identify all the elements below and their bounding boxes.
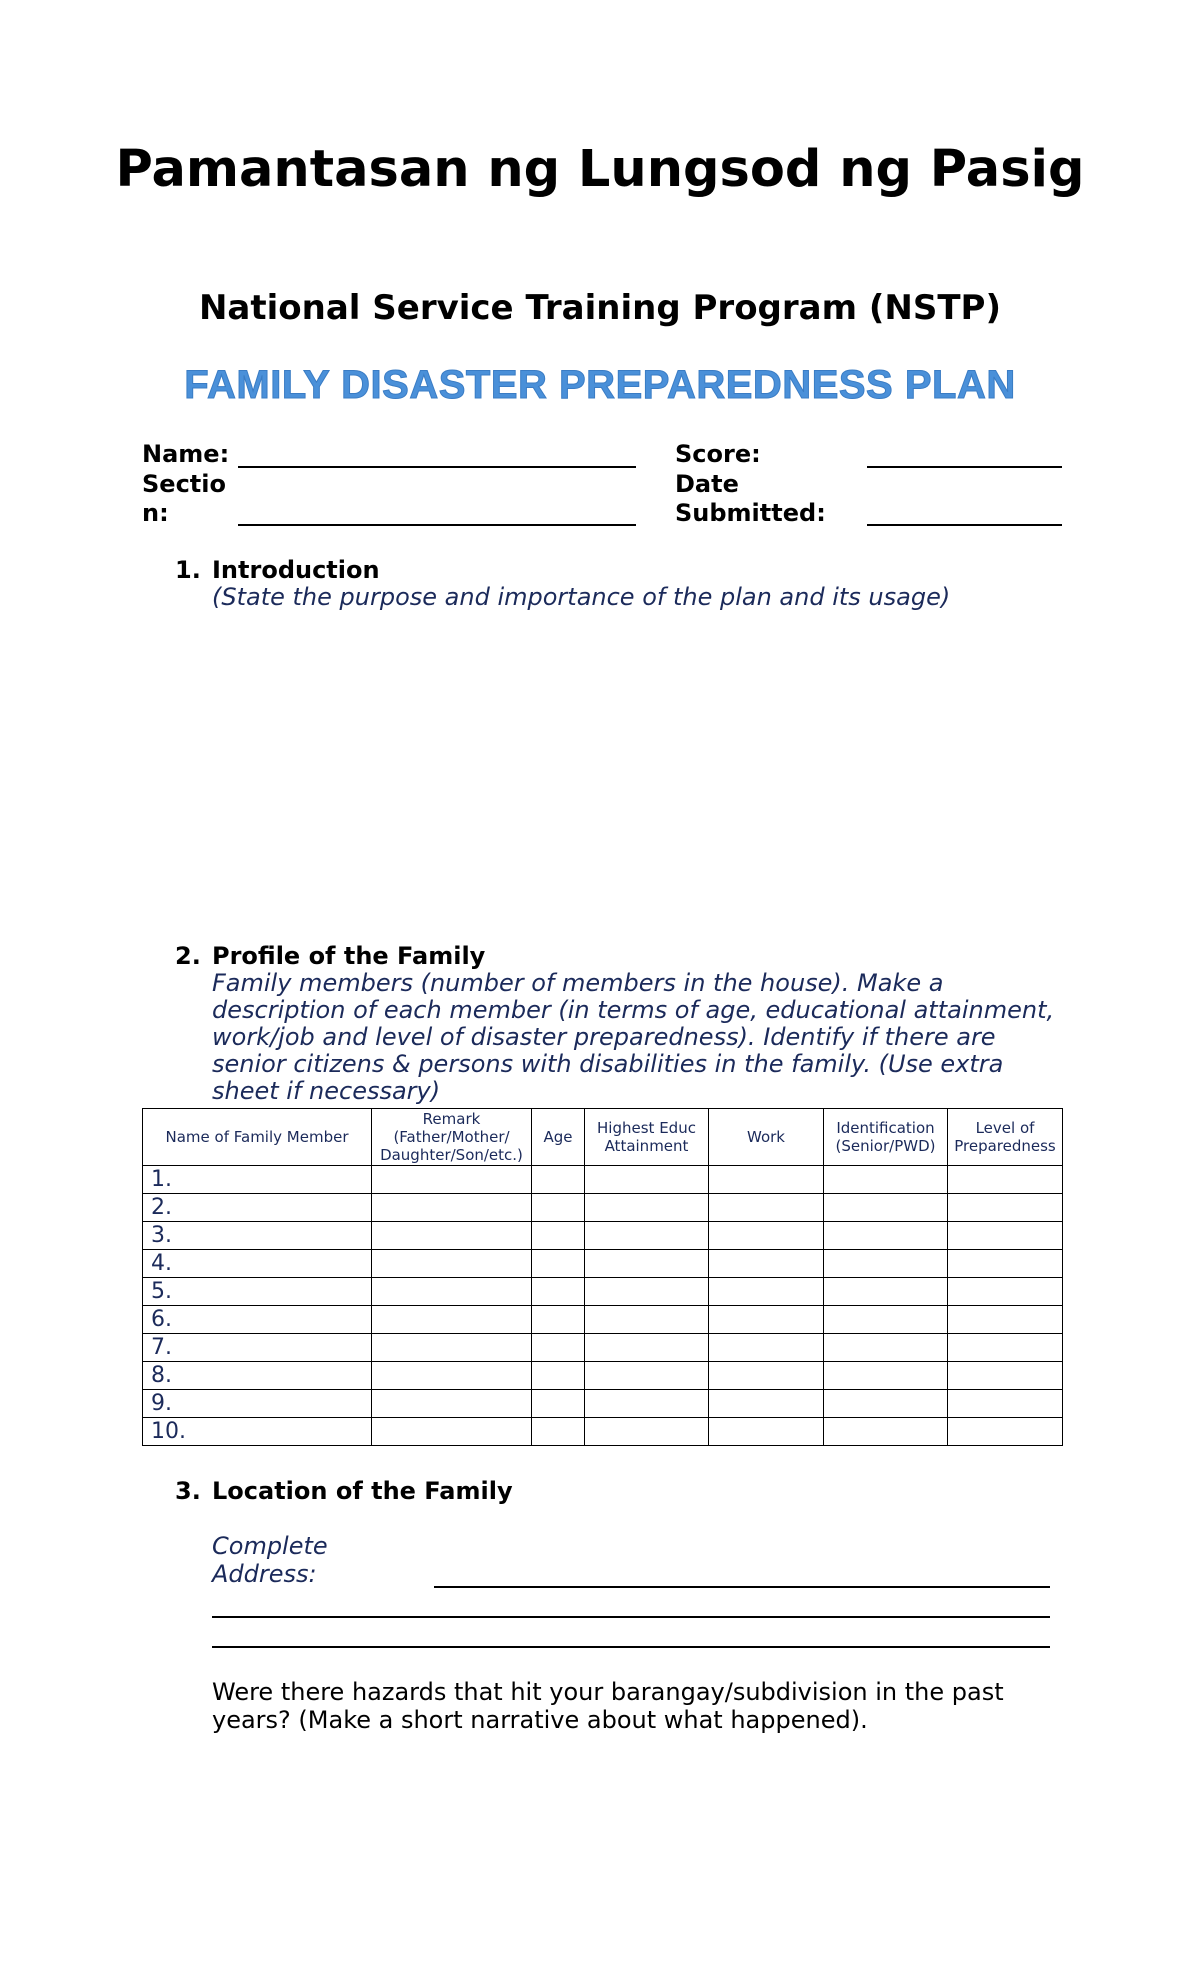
row-number[interactable]: 6. [143,1306,372,1334]
table-header-row [143,1109,1063,1166]
cell[interactable] [824,1194,948,1222]
cell[interactable] [585,1194,709,1222]
cell[interactable] [948,1278,1063,1306]
form-title: FAMILY DISASTER PREPAREDNESS PLAN [184,363,1016,407]
program-name: National Service Training Program (NSTP) [198,288,1002,328]
cell[interactable] [585,1418,709,1446]
cell[interactable] [709,1166,824,1194]
cell[interactable] [372,1390,532,1418]
cell[interactable] [585,1306,709,1334]
table-row [143,1222,1063,1250]
cell[interactable] [585,1166,709,1194]
row-number[interactable]: 5. [143,1278,372,1306]
cell[interactable] [824,1250,948,1278]
name-label: Name: [142,440,230,468]
cell[interactable] [948,1166,1063,1194]
cell[interactable] [709,1194,824,1222]
table-row [143,1194,1063,1222]
cell[interactable] [824,1334,948,1362]
cell[interactable] [709,1362,824,1390]
row-number[interactable]: 7. [143,1334,372,1362]
cell[interactable] [372,1278,532,1306]
complete-address-label: Complete Address: [212,1532,328,1588]
section-3-number: 3. [175,1477,201,1505]
cell[interactable] [532,1194,585,1222]
cell[interactable] [585,1250,709,1278]
section-1-instruction: (State the purpose and importance of the plan and its usage) [212,583,951,611]
cell[interactable] [532,1390,585,1418]
col-header-identification: Identification (Senior/PWD) [824,1109,948,1166]
cell[interactable] [585,1334,709,1362]
cell[interactable] [372,1334,532,1362]
cell[interactable] [824,1166,948,1194]
address-line-3[interactable] [212,1646,1050,1648]
cell[interactable] [709,1222,824,1250]
col-header-preparedness: Level of Preparedness [948,1109,1063,1166]
cell[interactable] [709,1390,824,1418]
section-1-number: 1. [175,556,201,584]
cell[interactable] [585,1222,709,1250]
table-row [143,1278,1063,1306]
cell[interactable] [372,1362,532,1390]
name-field[interactable] [238,466,636,468]
score-field[interactable] [867,466,1062,468]
col-header-work: Work [709,1109,824,1166]
table-row [143,1166,1063,1194]
introduction-answer-area[interactable] [212,620,1062,920]
cell[interactable] [372,1194,532,1222]
date-submitted-label: Date Submitted: [675,470,826,527]
section-label: Section: [142,470,226,527]
cell[interactable] [948,1390,1063,1418]
cell[interactable] [948,1418,1063,1446]
cell[interactable] [585,1390,709,1418]
table-row [143,1362,1063,1390]
section-3-title: Location of the Family [212,1477,513,1505]
cell[interactable] [532,1250,585,1278]
cell[interactable] [709,1306,824,1334]
section-2-number: 2. [175,942,201,970]
row-number[interactable]: 3. [143,1222,372,1250]
cell[interactable] [948,1222,1063,1250]
cell[interactable] [532,1418,585,1446]
col-header-education: Highest Educ Attainment [585,1109,709,1166]
cell[interactable] [532,1222,585,1250]
cell[interactable] [532,1278,585,1306]
cell[interactable] [824,1390,948,1418]
cell[interactable] [372,1418,532,1446]
section-1-title: Introduction [212,556,380,584]
row-number[interactable]: 9. [143,1390,372,1418]
row-number[interactable]: 2. [143,1194,372,1222]
table-row [143,1334,1063,1362]
cell[interactable] [372,1306,532,1334]
col-header-remark: Remark (Father/Mother/ Daughter/Son/etc.) [372,1109,532,1166]
cell[interactable] [824,1306,948,1334]
section-field[interactable] [238,524,636,526]
cell[interactable] [948,1306,1063,1334]
cell[interactable] [824,1278,948,1306]
table-row [143,1306,1063,1334]
row-number[interactable]: 8. [143,1362,372,1390]
col-header-age: Age [532,1109,585,1166]
cell[interactable] [709,1334,824,1362]
section-2-title: Profile of the Family [212,942,486,970]
row-number[interactable]: 4. [143,1250,372,1278]
cell[interactable] [532,1334,585,1362]
cell[interactable] [709,1418,824,1446]
cell[interactable] [948,1334,1063,1362]
cell[interactable] [532,1362,585,1390]
address-line-2[interactable] [212,1616,1050,1618]
cell[interactable] [948,1362,1063,1390]
section-2-instruction: Family members (number of members in the house). Make a description of each member (in terms of age, educational attainment, work/job and level of disaster preparedness). Identify if there are senior citizens & persons with disabilities in the family. (Use extra sheet if necessary) [212,969,1055,1105]
table-row [143,1418,1063,1446]
cell[interactable] [532,1306,585,1334]
cell[interactable] [585,1362,709,1390]
cell[interactable] [824,1418,948,1446]
cell[interactable] [372,1250,532,1278]
family-profile-table [142,1108,1063,1446]
cell[interactable] [585,1278,709,1306]
cell[interactable] [372,1166,532,1194]
cell[interactable] [824,1362,948,1390]
table-row [143,1250,1063,1278]
col-header-name: Name of Family Member [143,1109,372,1166]
date-submitted-field[interactable] [867,524,1062,526]
university-name: Pamantasan ng Lungsod ng Pasig [115,140,1085,199]
hazards-question: Were there hazards that hit your barangay/subdivision in the past years? (Make a short narrative about what happened). [212,1678,1004,1734]
cell[interactable] [372,1222,532,1250]
row-number[interactable]: 1. [143,1166,372,1194]
row-number[interactable]: 10. [143,1418,372,1446]
cell[interactable] [824,1222,948,1250]
cell[interactable] [532,1166,585,1194]
cell[interactable] [709,1278,824,1306]
table-row [143,1390,1063,1418]
cell[interactable] [948,1250,1063,1278]
cell[interactable] [709,1250,824,1278]
address-line-1[interactable] [434,1586,1050,1588]
cell[interactable] [948,1194,1063,1222]
score-label: Score: [675,440,761,468]
